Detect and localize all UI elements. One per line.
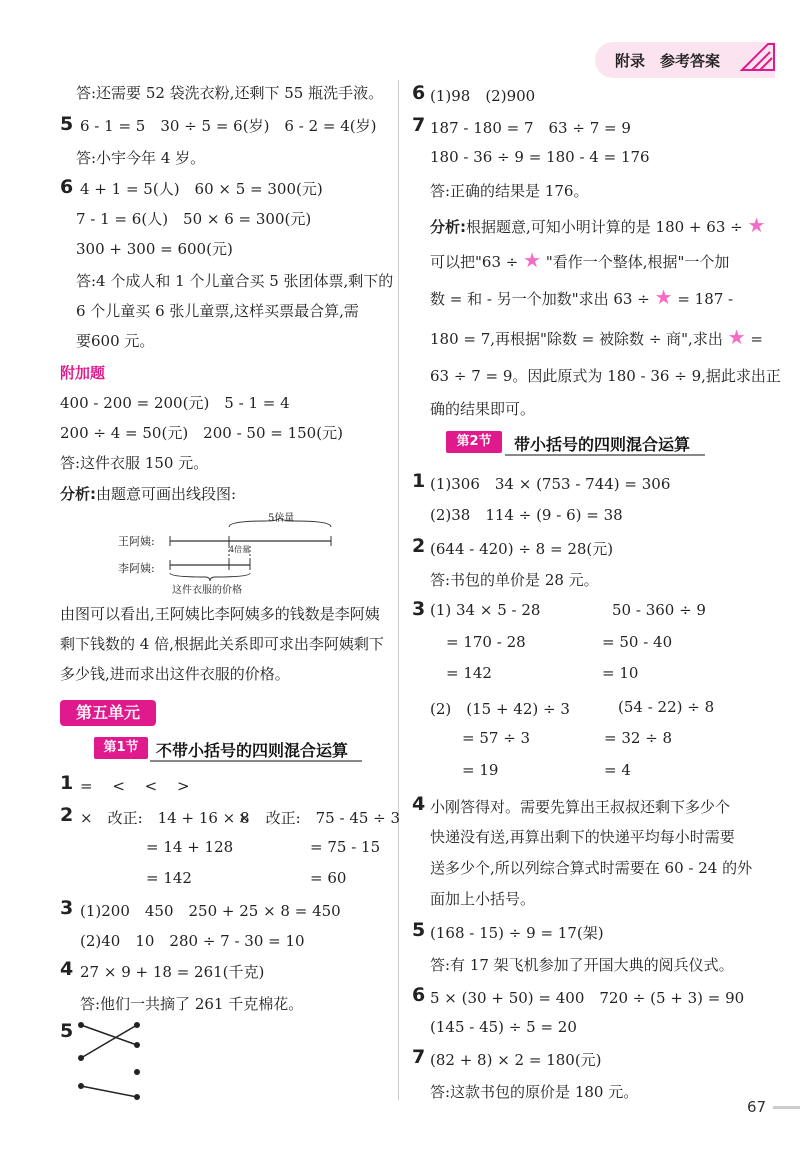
column-divider: [398, 80, 399, 1100]
question-number: 6: [412, 82, 426, 104]
unit-badge: 第五单元: [60, 700, 156, 726]
analysis-text: "看作一个整体,根据"一个加: [545, 253, 730, 271]
analysis-text: 根据题意,可知小明计算的是 180 + 63 ÷: [466, 218, 743, 236]
segment-diagram: [165, 515, 345, 585]
equation-line: (2)38 114 ÷ (9 - 6) = 38: [430, 506, 623, 524]
equation-line: = 10: [602, 664, 639, 682]
answer-line: 答:还需要 52 袋洗衣粉,还剩下 55 瓶洗手液。: [76, 84, 384, 102]
equation-line: = 57 ÷ 3: [462, 729, 531, 747]
equation-line: 180 - 36 ÷ 9 = 180 - 4 = 176: [430, 148, 650, 166]
analysis-label: 分析:: [60, 485, 96, 503]
section-underline: [505, 454, 705, 456]
analysis-text: =: [750, 330, 763, 348]
analysis-text: 数 = 和 - 另一个加数"求出 63 ÷: [430, 290, 650, 308]
analysis-label: 分析:: [430, 218, 466, 236]
equation-line: (2) (15 + 42) ÷ 3: [430, 700, 570, 718]
equation-line: 187 - 180 = 7 63 ÷ 7 = 9: [430, 119, 631, 137]
section-underline: [150, 760, 362, 762]
analysis-text: 63 ÷ 7 = 9。因此原式为 180 - 36 ÷ 9,据此求出正: [430, 367, 781, 385]
question-number: 5: [60, 1020, 74, 1042]
section-title: 带小括号的四则混合运算: [514, 435, 691, 454]
question-number: 5: [60, 113, 74, 135]
star-icon: ★: [747, 213, 766, 237]
equation-line: = 75 - 15: [310, 838, 381, 856]
question-number: 6: [60, 176, 74, 198]
equation-line: = 142: [146, 869, 192, 887]
question-number: 2: [60, 804, 74, 826]
question-number: 2: [412, 535, 426, 557]
li-label: 李阿姨:: [118, 562, 155, 575]
equation-line: (82 + 8) × 2 = 180(元): [430, 1051, 602, 1069]
equation-line: 6 - 1 = 5 30 ÷ 5 = 6(岁) 6 - 2 = 4(岁): [80, 117, 377, 135]
answer-line: 6 个儿童买 6 张儿童票,这样买票最合算,需: [76, 302, 359, 320]
five-times-label: 5倍量: [268, 513, 295, 524]
equation-line: 300 + 300 = 600(元): [76, 240, 233, 258]
answer-line: 小刚答得对。需要先算出王叔叔还剩下多少个: [430, 798, 731, 816]
equation-line: = 32 ÷ 8: [604, 729, 673, 747]
equation-line: = 4: [604, 761, 631, 779]
equation-line: = 170 - 28: [446, 633, 526, 651]
answer-line: 答:这件衣服 150 元。: [60, 454, 209, 472]
answer-line: 快递没有送,再算出剩下的快递平均每小时需要: [430, 828, 735, 846]
page-number-bar: [773, 1106, 800, 1109]
answer-line: 答:正确的结果是 176。: [430, 182, 589, 200]
equation-line: = 60: [310, 869, 347, 887]
matching-lines: [75, 1020, 155, 1100]
header-label: 附录 参考答案: [615, 52, 721, 70]
star-icon: ★: [523, 248, 542, 272]
equation-line: (145 - 45) ÷ 5 = 20: [430, 1018, 577, 1036]
answer-line: 送多少个,所以列综合算式时需要在 60 - 24 的外: [430, 859, 753, 877]
question-number: 1: [412, 470, 426, 492]
answer-line: 面加上小括号。: [430, 890, 536, 908]
question-number: 5: [412, 919, 426, 941]
explain-line: 由图可以看出,王阿姨比李阿姨多的钱数是李阿姨: [60, 605, 380, 623]
equation-line: 7 - 1 = 6(人) 50 × 6 = 300(元): [76, 210, 312, 228]
equation-line: (1) 34 × 5 - 28: [430, 601, 541, 619]
equation-line: = 14 + 128: [146, 838, 234, 856]
answer-line: (1)98 (2)900: [430, 87, 536, 105]
equation-line: 27 × 9 + 18 = 261(千克): [80, 963, 265, 981]
analysis-text: 确的结果即可。: [430, 400, 536, 418]
question-number: 3: [60, 897, 74, 919]
answer-line: 答:这款书包的原价是 180 元。: [430, 1083, 639, 1101]
equation-line: = 19: [462, 761, 499, 779]
star-icon: ★: [654, 285, 673, 309]
section-title: 不带小括号的四则混合运算: [156, 741, 349, 760]
extra-title: 附加题: [60, 364, 106, 382]
analysis-text: 可以把"63 ÷: [430, 253, 519, 271]
section-badge: 第2节: [446, 431, 502, 453]
equation-line: (2)40 10 280 ÷ 7 - 30 = 10: [80, 932, 305, 950]
equation-line: 5 × (30 + 50) = 400 720 ÷ (5 + 3) = 90: [430, 989, 745, 1007]
wang-label: 王阿姨:: [118, 535, 155, 548]
question-number: 7: [412, 1046, 426, 1068]
analysis-text: 由题意可画出线段图:: [96, 485, 237, 503]
equation-line: (1)200 450 250 + 25 × 8 = 450: [80, 902, 341, 920]
answer-line: 要600 元。: [76, 332, 155, 350]
equation-line: × 改正: 75 - 45 ÷ 3: [238, 809, 401, 827]
equation-line: × 改正: 14 + 16 × 8: [80, 809, 250, 827]
star-icon: ★: [727, 325, 746, 349]
equation-line: (168 - 15) ÷ 9 = 17(架): [430, 924, 604, 942]
question-number: 7: [412, 114, 426, 136]
question-number: 4: [60, 958, 74, 980]
equation-line: (644 - 420) ÷ 8 = 28(元): [430, 540, 614, 558]
question-number: 6: [412, 984, 426, 1006]
section-badge: 第1节: [94, 737, 148, 759]
question-number: 4: [412, 793, 426, 815]
equation-line: (1)306 34 × (753 - 744) = 306: [430, 475, 671, 493]
analysis-text: 180 = 7,再根据"除数 = 被除数 ÷ 商",求出: [430, 330, 723, 348]
question-number: 3: [412, 598, 426, 620]
four-times-label: 4倍量: [229, 545, 251, 554]
equation-line: 4 + 1 = 5(人) 60 × 5 = 300(元): [80, 180, 323, 198]
answer-line: 答:有 17 架飞机参加了开国大典的阅兵仪式。: [430, 956, 734, 974]
equation-line: (54 - 22) ÷ 8: [618, 698, 715, 716]
answer-line: 答:4 个成人和 1 个儿童合买 5 张团体票,剩下的: [76, 272, 394, 290]
question-number: 1: [60, 772, 74, 794]
analysis-text: = 187 -: [677, 290, 734, 308]
equation-line: 200 ÷ 4 = 50(元) 200 - 50 = 150(元): [60, 424, 343, 442]
equation-line: = 50 - 40: [602, 633, 673, 651]
header-decor-icon: [738, 38, 778, 74]
answer-line: 答:他们一共摘了 261 千克棉花。: [80, 995, 304, 1013]
equation-line: 400 - 200 = 200(元) 5 - 1 = 4: [60, 394, 290, 412]
page-number: 67: [747, 1098, 767, 1116]
explain-line: 多少钱,进而求出这件衣服的价格。: [60, 665, 290, 683]
explain-line: 剩下钱数的 4 倍,根据此关系即可求出李阿姨剩下: [60, 635, 384, 653]
answer-line: 答:书包的单价是 28 元。: [430, 571, 599, 589]
answer-line: 答:小宇今年 4 岁。: [76, 149, 206, 167]
answer-line: = < < >: [80, 777, 190, 795]
equation-line: = 142: [446, 664, 492, 682]
equation-line: 50 - 360 ÷ 9: [612, 601, 706, 619]
price-label: 这件衣服的价格: [172, 585, 242, 596]
